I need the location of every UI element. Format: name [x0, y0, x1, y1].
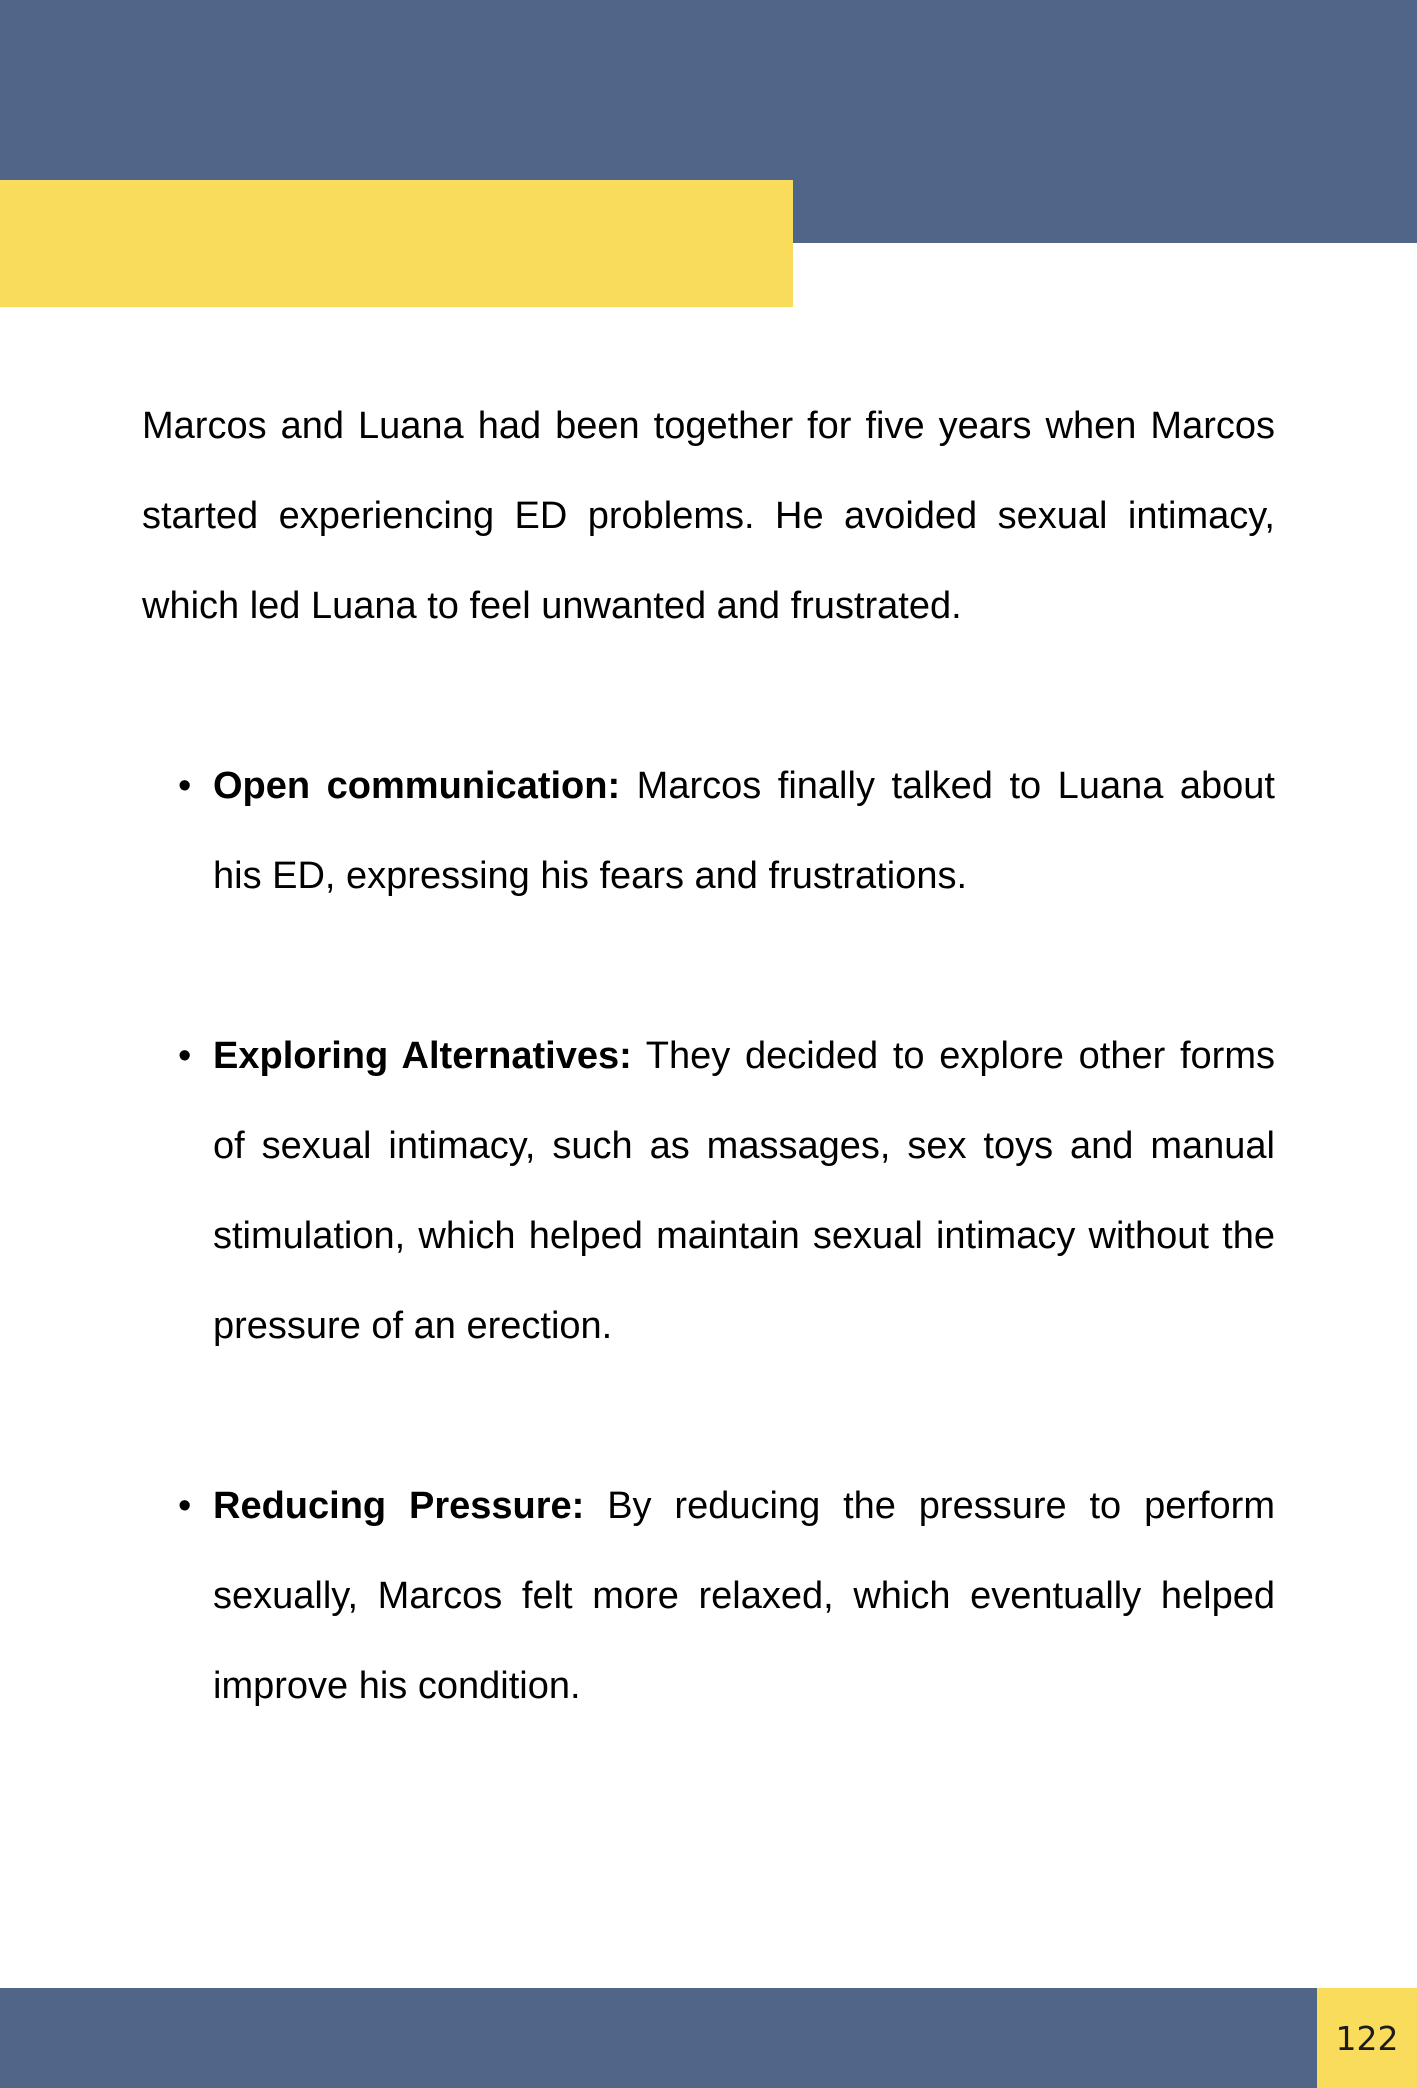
page-number: 122: [1335, 2018, 1399, 2058]
bullet-item-open-communication: [142, 741, 1275, 921]
bullet-dot-icon: •: [178, 1035, 192, 1077]
bullet-dot-icon: •: [178, 765, 192, 807]
intro-paragraph: Marcos and Luana had been together for five years when Marcos started experiencing ED problems. He avoided sexual intimacy, which led Luana to feel unwanted and frustrated.: [142, 405, 1275, 627]
bullet-term: Reducing Pressure:: [213, 1485, 585, 1527]
bullet-text: By reducing the pressure to perform sexually, Marcos felt more relaxed, which eventually helped improve his condition.: [213, 1485, 1275, 1707]
bullet-list: [142, 741, 1275, 1731]
bullet-term: Open communication:: [213, 765, 621, 807]
bullet-item-exploring-alternatives: [142, 1011, 1275, 1371]
header-accent-bar: [0, 180, 793, 307]
bullet-text: They decided to explore other forms of sexual intimacy, such as massages, sex toys and manual stimulation, which helped maintain sexual intimacy without the pressure of an erection.: [213, 1035, 1275, 1347]
bullet-text: Marcos finally talked to Luana about his ED, expressing his fears and frustrations.: [213, 765, 1275, 897]
footer-band: [0, 1988, 1317, 2088]
bullet-term: Exploring Alternatives:: [213, 1035, 632, 1077]
bullet-item-reducing-pressure: [142, 1461, 1275, 1731]
bullet-dot-icon: •: [178, 1485, 192, 1527]
page-number-box: [1317, 1988, 1417, 2088]
page-body: [142, 381, 1275, 1821]
